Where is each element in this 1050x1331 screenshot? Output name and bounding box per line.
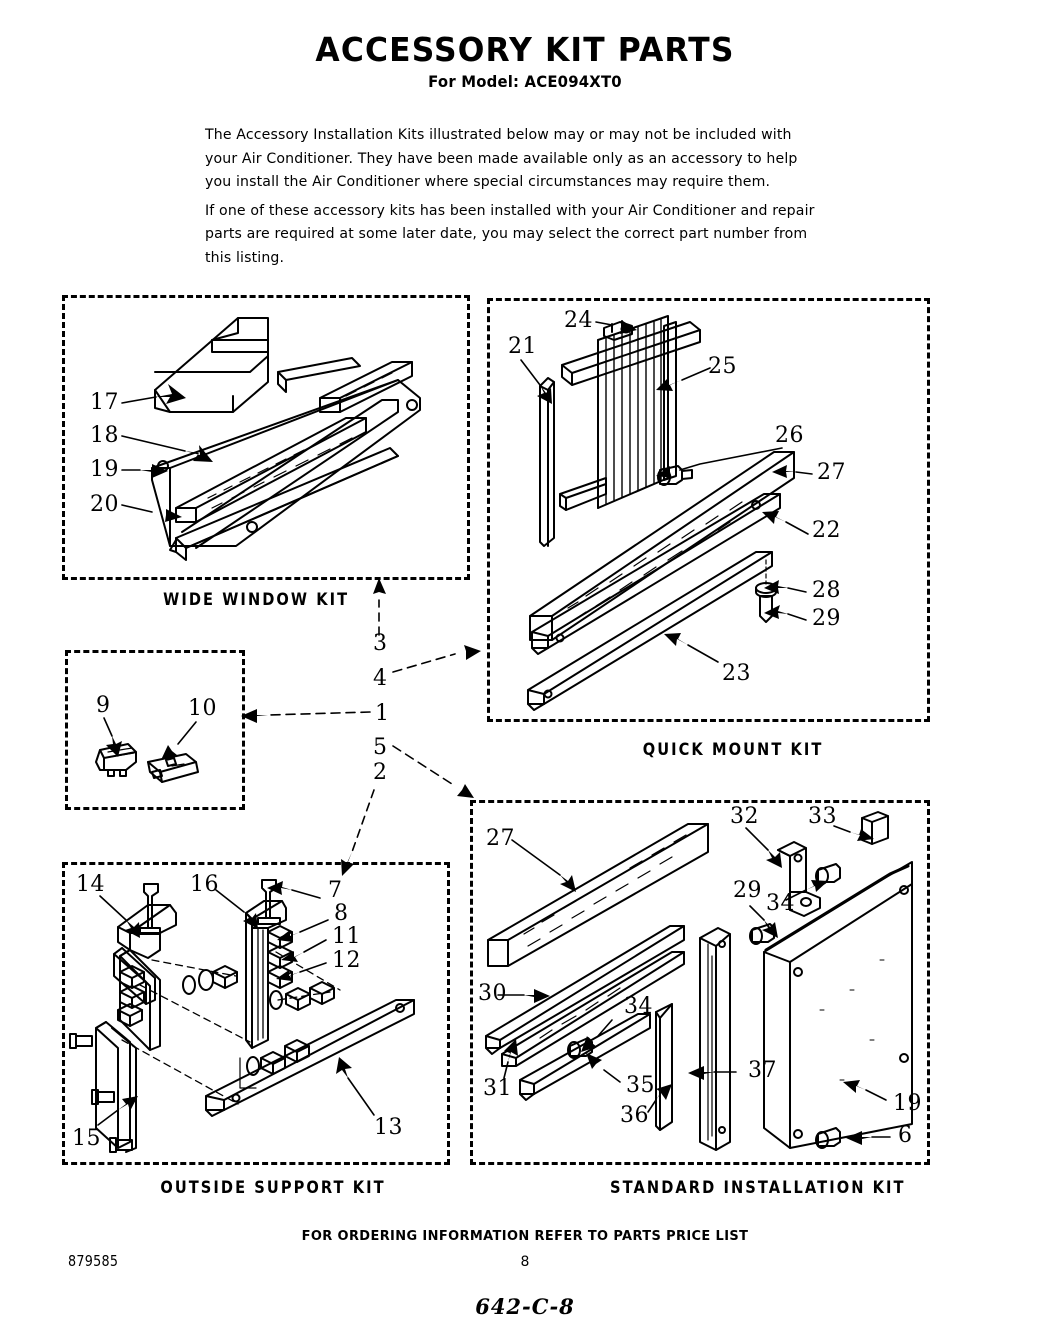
callout-5: 5	[373, 735, 388, 760]
callout-22: 22	[812, 518, 841, 543]
callout-27-standard: 27	[486, 826, 515, 851]
callout-28: 28	[812, 578, 841, 603]
page-title: ACCESSORY KIT PARTS	[315, 30, 735, 69]
callout-11: 11	[332, 924, 361, 949]
callout-27-quick: 27	[817, 460, 846, 485]
callout-6: 6	[898, 1123, 913, 1148]
callout-2: 2	[373, 760, 388, 785]
model-subtitle: For Model: ACE094XT0	[428, 72, 622, 91]
callout-35: 35	[626, 1073, 655, 1098]
callout-23: 23	[722, 661, 751, 686]
callout-12: 12	[332, 948, 361, 973]
callout-30: 30	[478, 981, 507, 1006]
panel-label-outside-support-kit: OUTSIDE SUPPORT KIT	[160, 1178, 386, 1198]
callout-4: 4	[373, 666, 388, 691]
callout-33: 33	[808, 804, 837, 829]
callout-1: 1	[375, 701, 390, 726]
panel-label-standard-installation-kit: STANDARD INSTALLATION KIT	[610, 1178, 906, 1198]
panel-label-wide-window-kit: WIDE WINDOW KIT	[163, 590, 350, 610]
intro-paragraph-1: The Accessory Installation Kits illustrated below may or may not be included with your Air Conditioner. They have been made available only as an accessory to help you install the Air Conditioner where special circumstances may require them.	[205, 127, 798, 190]
callout-32: 32	[730, 804, 759, 829]
callout-26: 26	[775, 423, 804, 448]
panel-small-parts-kit	[65, 650, 245, 810]
callout-8: 8	[334, 901, 349, 926]
ordering-note: FOR ORDERING INFORMATION REFER TO PARTS PRICE LIST	[301, 1228, 749, 1244]
callout-29-quick: 29	[812, 606, 841, 631]
intro-paragraph-2: If one of these accessory kits has been installed with your Air Conditioner and repair parts are required at some later date, you may select the correct part number from this listing.	[205, 202, 815, 266]
callout-36: 36	[620, 1103, 649, 1128]
callout-37: 37	[748, 1058, 777, 1083]
panel-standard-installation-kit	[470, 800, 930, 1165]
callout-25: 25	[708, 354, 737, 379]
document-number: 879585	[68, 1252, 119, 1270]
callout-13: 13	[374, 1115, 403, 1140]
callout-10: 10	[188, 696, 217, 721]
callout-21: 21	[508, 334, 537, 359]
panel-wide-window-kit	[62, 295, 470, 580]
callout-19: 19	[90, 457, 119, 482]
callout-24: 24	[564, 308, 593, 333]
page-number: 8	[520, 1254, 530, 1270]
callout-17: 17	[90, 390, 119, 415]
callout-7: 7	[328, 878, 343, 903]
callout-9: 9	[96, 693, 111, 718]
callout-19-standard: 19	[893, 1091, 922, 1116]
center-leaders	[241, 578, 481, 876]
callout-16: 16	[190, 872, 219, 897]
callout-29-standard: 29	[733, 878, 762, 903]
callout-15: 15	[72, 1126, 101, 1151]
callout-3: 3	[373, 631, 388, 656]
callout-20: 20	[90, 492, 119, 517]
callout-14: 14	[76, 872, 105, 897]
panel-label-quick-mount-kit: QUICK MOUNT KIT	[642, 740, 824, 760]
callout-18: 18	[90, 423, 119, 448]
callout-34-lower: 34	[624, 994, 653, 1019]
callout-34-upper: 34	[766, 891, 795, 916]
handwritten-code: 642-C-8	[475, 1294, 575, 1319]
callout-31: 31	[483, 1076, 512, 1101]
